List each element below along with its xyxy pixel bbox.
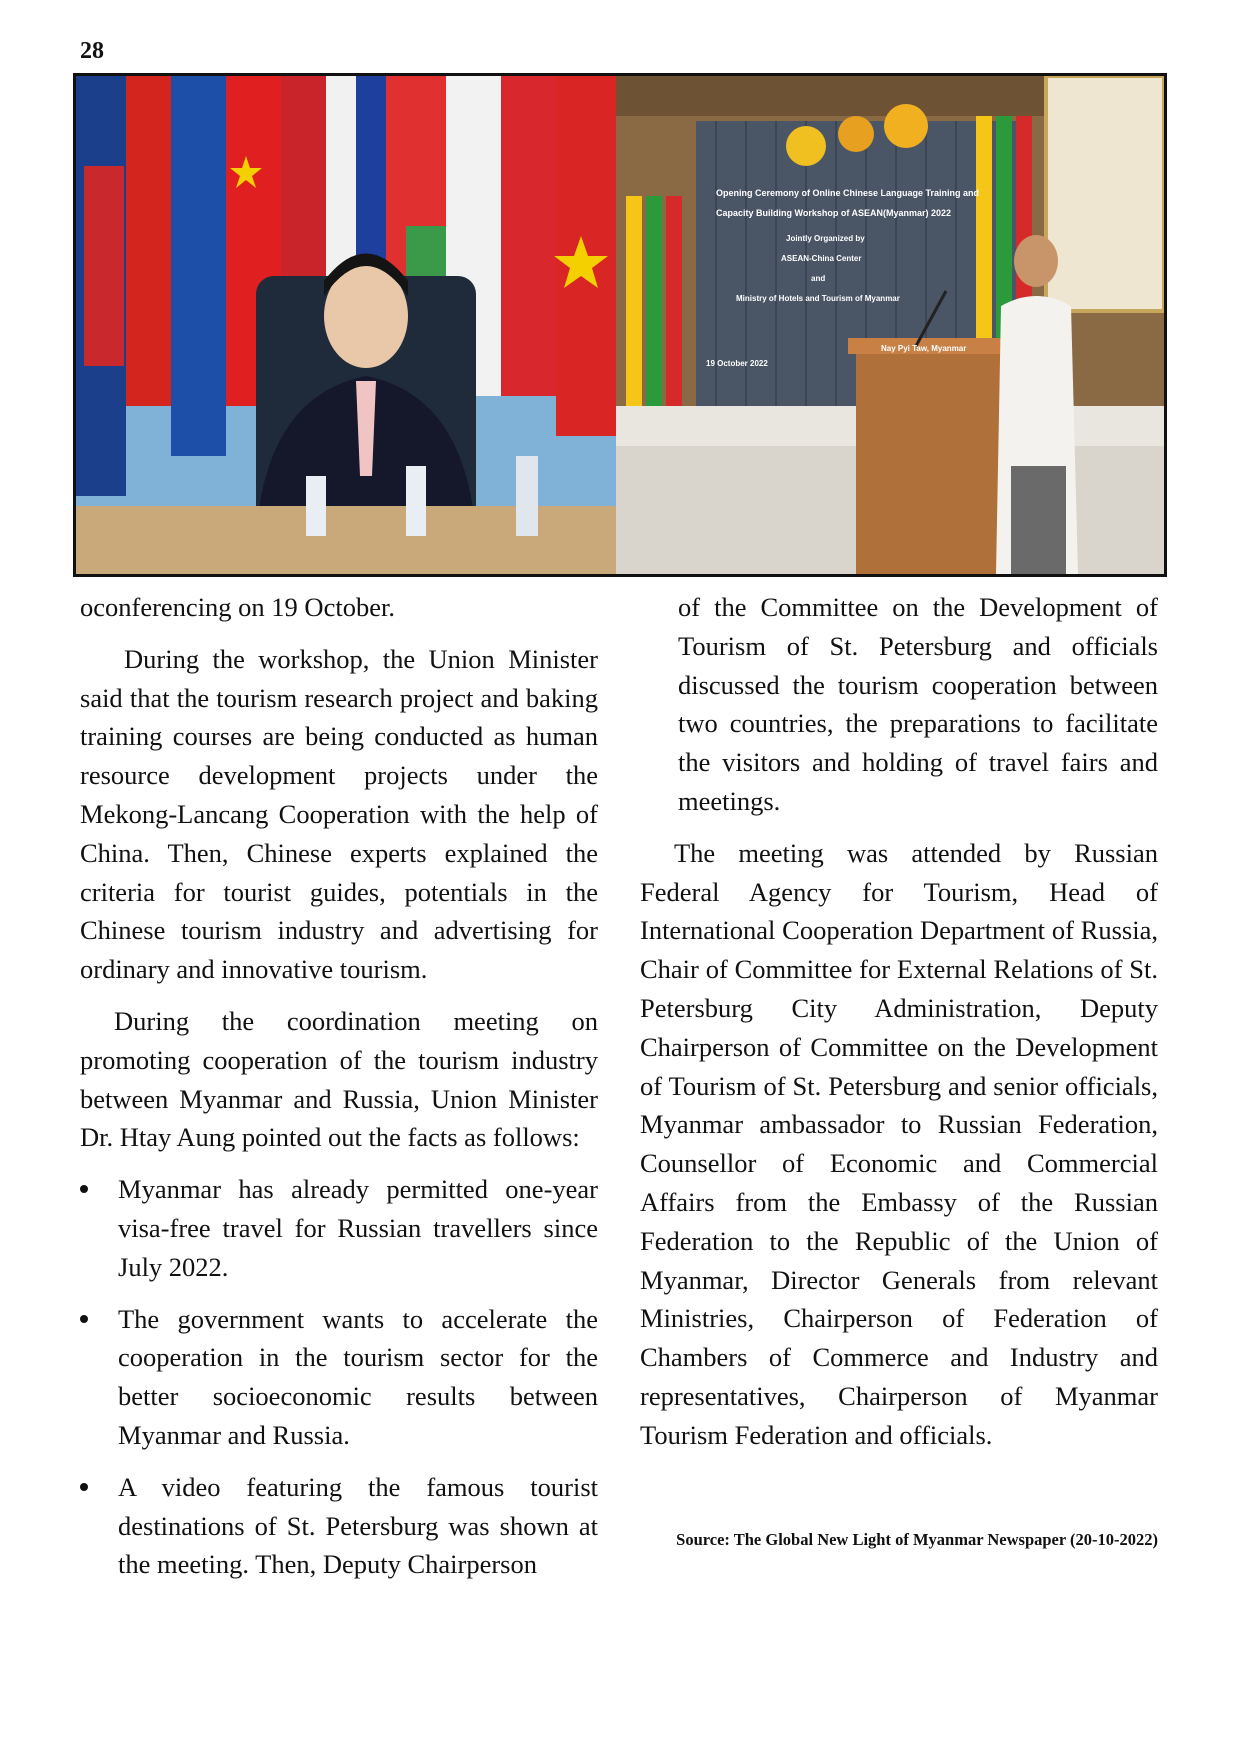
- paragraph: During the workshop, the Union Minister said that the tourism research project and baking training courses are being conducted as human resource development projects under the Mekong-Lancang Cooperation with the help of China. Then, Chinese experts explained the criteria for tourist guides, potentials in the Chinese tourism industry and advertising for ordinary and innovative tourism.: [80, 643, 598, 985]
- banner-text: Ministry of Hotels and Tourism of Myanmar: [736, 294, 900, 303]
- list-item-text: Myanmar has already permitted one-year visa-free travel for Russian travellers since July 2022.: [118, 1174, 598, 1282]
- banner-text: ASEAN-China Center: [781, 254, 862, 263]
- ceremony-photo: [616, 76, 1164, 574]
- list-item-text: A video featuring the famous tourist destinations of St. Petersburg was shown at the meeting. Then, Deputy Chairperson: [118, 1471, 598, 1580]
- banner-text: 19 October 2022: [706, 359, 768, 368]
- banner-text: Nay Pyi Taw, Myanmar: [881, 344, 967, 353]
- page-number: 28: [80, 38, 104, 64]
- ceremony-illustration: [616, 76, 1164, 574]
- video-conference-illustration: [76, 76, 616, 574]
- list-item: [80, 1300, 598, 1455]
- banner-text: Jointly Organized by: [786, 234, 865, 243]
- banner-text: Opening Ceremony of Online Chinese Language Training and: [716, 188, 980, 198]
- video-conference-photo: [76, 76, 616, 574]
- left-column: [80, 588, 598, 1597]
- banner-text: and: [811, 274, 826, 283]
- bullet-icon: [80, 1315, 88, 1323]
- bullet-list: [80, 1170, 598, 1584]
- list-item: [80, 1170, 598, 1286]
- paragraph: The meeting was attended by Russian Federal Agency for Tourism, Head of International Cooperation Department of Russia, Chair of Committee for External Relations of St. Petersburg City Administration, Deputy Chairperson of Committee on the Development of Tourism of St. Petersburg and senior officials, Myanmar ambassador to Russian Federation, Counsellor of Economic and Commercial Affairs from the Embassy of the Russian Federation to the Republic of the Union of Myanmar, Director Generals from relevant Ministries, Chairperson of Federation of Chambers of Commerce and Industry and representatives, Chairperson of Myanmar Tourism Federation and officials.: [640, 837, 1158, 1450]
- list-item: [80, 1468, 598, 1584]
- paragraph: oconferencing on 19 October.: [80, 592, 395, 622]
- source-citation: Source: The Global New Light of Myanmar Newspaper (20-10-2022): [676, 1530, 1158, 1549]
- banner-text: Capacity Building Workshop of ASEAN(Myanmar) 2022: [716, 208, 952, 218]
- right-column: [640, 588, 1158, 1468]
- list-item-text: The government wants to accelerate the cooperation in the tourism sector for the better socioeconomic results between Myanmar and Russia.: [118, 1303, 598, 1450]
- paragraph: of the Committee on the Development of Tourism of St. Petersburg and officials discussed the tourism cooperation between two countries, the preparations to facilitate the visitors and holding of travel fairs and meetings.: [678, 592, 1158, 816]
- photo-strip: [73, 73, 1167, 577]
- paragraph: During the coordination meeting on promoting cooperation of the tourism industry between Myanmar and Russia, Union Minister Dr. Htay Aung pointed out the facts as follows:: [80, 1005, 598, 1153]
- bullet-icon: [80, 1185, 88, 1193]
- bullet-icon: [80, 1483, 88, 1491]
